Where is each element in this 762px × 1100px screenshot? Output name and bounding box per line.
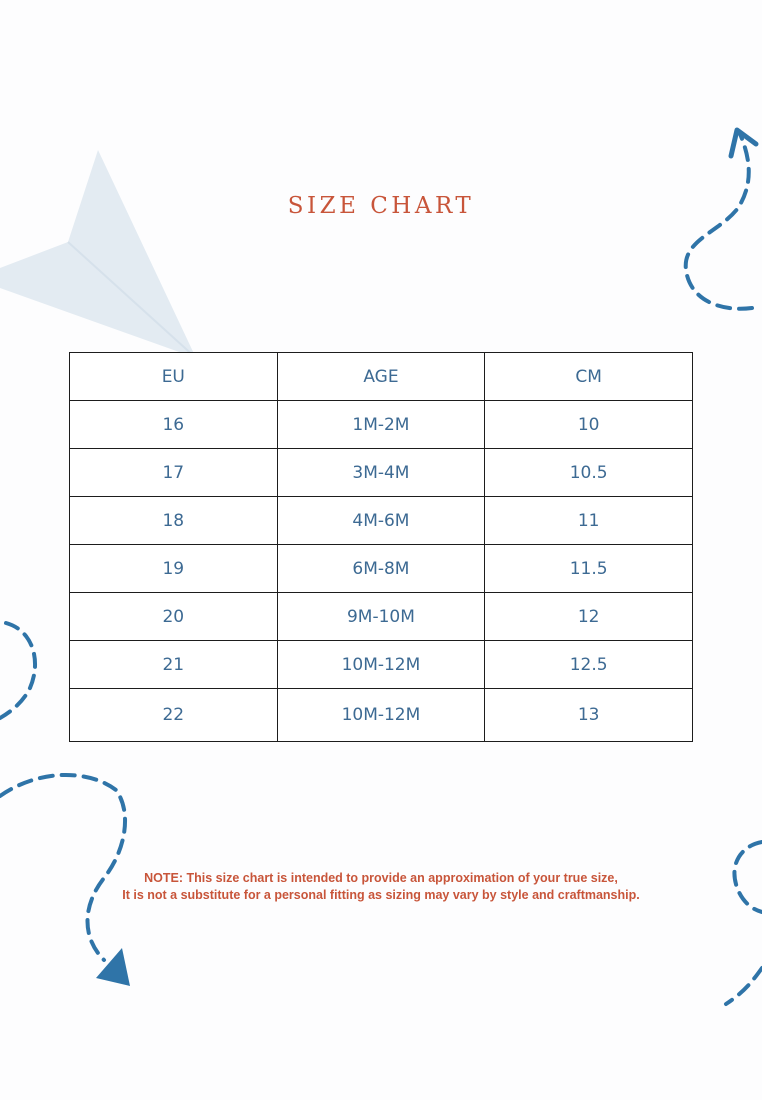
- page-title: SIZE CHART: [287, 193, 475, 219]
- arrowhead-top-right-icon: [731, 130, 756, 156]
- column-header-age: AGE: [277, 353, 485, 401]
- cell-age: 4M-6M: [277, 497, 485, 545]
- table-row: [70, 641, 693, 689]
- cell-age: 10M-12M: [277, 641, 485, 689]
- cell-eu: 16: [70, 401, 278, 449]
- cell-age: 9M-10M: [277, 593, 485, 641]
- table-header-row: [70, 353, 693, 401]
- cell-eu: 22: [70, 689, 278, 742]
- cell-age: 1M-2M: [277, 401, 485, 449]
- table-row: [70, 545, 693, 593]
- cell-eu: 20: [70, 593, 278, 641]
- disclaimer-note: [0, 870, 762, 904]
- cell-age: 10M-12M: [277, 689, 485, 742]
- table-row: [70, 689, 693, 742]
- cell-eu: 21: [70, 641, 278, 689]
- column-header-eu: EU: [70, 353, 278, 401]
- note-line-2: It is not a substitute for a personal fitting as sizing may vary by style and craftmanship.: [122, 888, 640, 902]
- cell-cm: 12.5: [485, 641, 693, 689]
- cell-cm: 11: [485, 497, 693, 545]
- table-row: [70, 593, 693, 641]
- size-table: [69, 352, 693, 742]
- dashed-path-bottom-left: [0, 775, 125, 960]
- dashed-path-left-middle: [0, 623, 35, 718]
- cell-age: 6M-8M: [277, 545, 485, 593]
- paper-plane-icon: [0, 150, 196, 358]
- cell-eu: 19: [70, 545, 278, 593]
- cell-cm: 10.5: [485, 449, 693, 497]
- dashed-path-top-right: [686, 134, 752, 309]
- cell-cm: 11.5: [485, 545, 693, 593]
- dashed-path-right-bottom: [726, 968, 762, 1004]
- cell-cm: 13: [485, 689, 693, 742]
- cell-eu: 18: [70, 497, 278, 545]
- arrowhead-bottom-left-icon: [96, 948, 130, 986]
- cell-cm: 10: [485, 401, 693, 449]
- cell-age: 3M-4M: [277, 449, 485, 497]
- table-row: [70, 401, 693, 449]
- table-row: [70, 497, 693, 545]
- cell-cm: 12: [485, 593, 693, 641]
- table-row: [70, 449, 693, 497]
- cell-eu: 17: [70, 449, 278, 497]
- note-line-1: NOTE: This size chart is intended to provide an approximation of your true size,: [144, 871, 618, 885]
- column-header-cm: CM: [485, 353, 693, 401]
